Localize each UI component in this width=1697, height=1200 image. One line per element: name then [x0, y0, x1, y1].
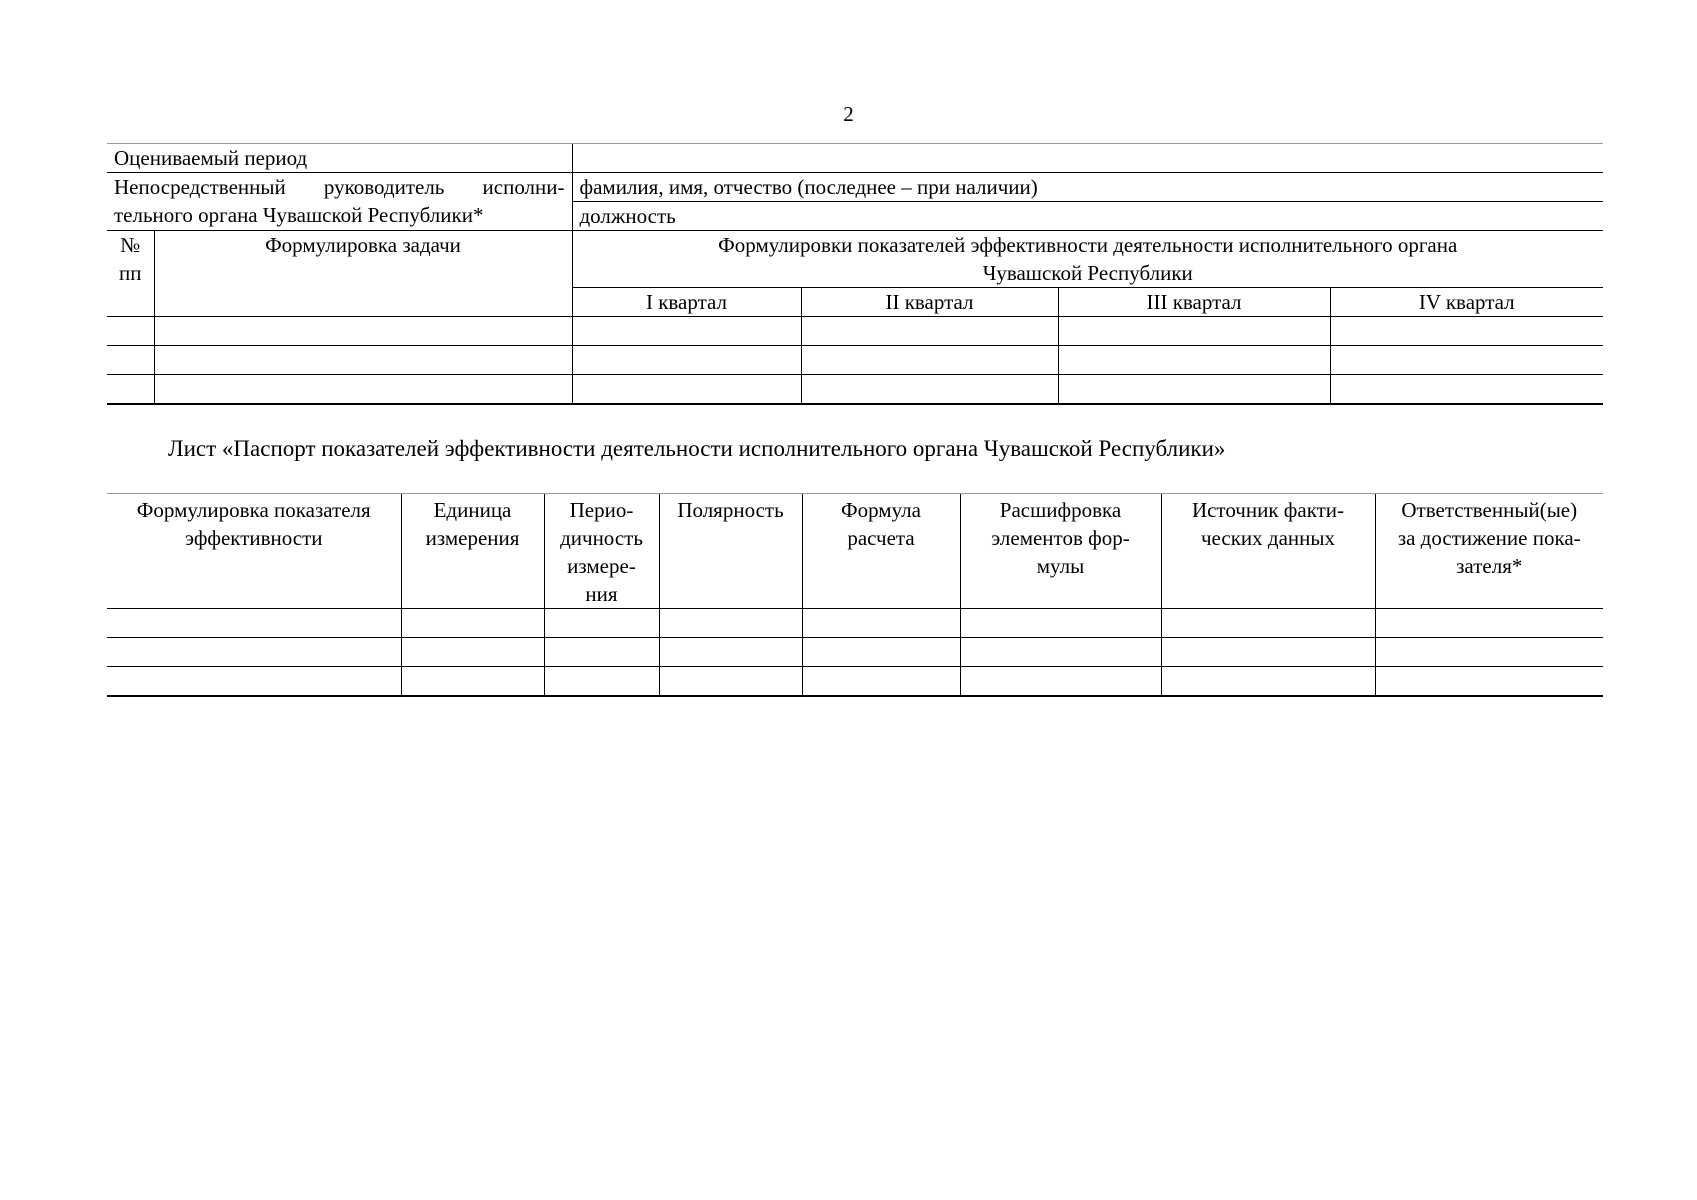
passport-header-cell	[1375, 494, 1603, 609]
quarter-1-header: I квартал	[572, 288, 801, 317]
passport-header-cell	[1161, 494, 1375, 609]
table-row	[107, 346, 1603, 375]
sheet-title: Лист «Паспорт показателей эффективности деятельности исполнительного органа Чувашской Республики»	[168, 436, 1226, 461]
col-task-header: Формулировка задачи	[154, 231, 572, 317]
passport-header-line: зателя*	[1456, 554, 1523, 578]
col-indicators-line1: Формулировки показателей эффективности деятельности исполнительного органа	[718, 233, 1458, 257]
passport-header-line: Единица	[433, 498, 512, 522]
table-cell[interactable]	[572, 317, 801, 346]
table-cell[interactable]	[1058, 346, 1330, 375]
table-cell[interactable]	[1330, 375, 1603, 404]
table-cell[interactable]	[960, 667, 1161, 696]
table-cell[interactable]	[544, 667, 659, 696]
passport-header-cell	[659, 494, 802, 609]
table-cell[interactable]	[1161, 667, 1375, 696]
table-cell[interactable]	[401, 609, 544, 638]
table-cell[interactable]	[544, 638, 659, 667]
table-cell[interactable]	[960, 638, 1161, 667]
table-cell[interactable]	[801, 317, 1058, 346]
passport-header-line: Формула	[841, 498, 921, 522]
table-row	[107, 638, 1603, 667]
table-cell[interactable]	[1375, 638, 1603, 667]
table-cell[interactable]	[802, 638, 960, 667]
table-cell[interactable]	[659, 609, 802, 638]
period-value-field[interactable]	[572, 144, 1603, 173]
table-cell[interactable]	[1330, 317, 1603, 346]
header-row	[107, 231, 1603, 288]
table-cell[interactable]	[401, 667, 544, 696]
table-row	[107, 375, 1603, 404]
col-number-line1: №	[120, 233, 141, 257]
quarter-4-header: IV квартал	[1330, 288, 1603, 317]
passport-header-line: элементов фор-	[991, 526, 1130, 550]
passport-header-line: измере-	[567, 554, 636, 578]
period-label: Оцениваемый период	[107, 144, 572, 173]
table-cell[interactable]	[572, 346, 801, 375]
passport-header-line: дичность	[560, 526, 643, 550]
table-cell[interactable]	[401, 638, 544, 667]
passport-header-line: измерения	[425, 526, 520, 550]
manager-label-line2: тельного органа Чувашской Республики*	[114, 203, 484, 227]
table-row	[107, 609, 1603, 638]
manager-label	[107, 173, 572, 231]
passport-header-line: Ответственный(ые)	[1401, 498, 1578, 522]
passport-header-line: Расшифровка	[999, 498, 1122, 522]
passport-header-line: Полярность	[677, 498, 784, 522]
passport-header-line: расчета	[847, 526, 915, 550]
table-cell[interactable]	[107, 667, 401, 696]
table-cell[interactable]	[154, 346, 572, 375]
table-cell[interactable]	[107, 346, 154, 375]
col-indicators-line2: Чувашской Республики	[982, 261, 1193, 285]
quarter-2-header: II квартал	[801, 288, 1058, 317]
passport-header-line: эффективности	[184, 526, 323, 550]
table-cell[interactable]	[107, 638, 401, 667]
manager-name-field[interactable]: фамилия, имя, отчество (последнее – при наличии)	[572, 173, 1603, 202]
passport-header-cell	[802, 494, 960, 609]
table-cell[interactable]	[1161, 638, 1375, 667]
passport-header-line: Источник факти-	[1191, 498, 1345, 522]
passport-header-cell	[107, 494, 401, 609]
col-number-header	[107, 231, 154, 317]
passport-header-line: Перио-	[569, 498, 634, 522]
table-cell[interactable]	[801, 375, 1058, 404]
table-cell[interactable]	[801, 346, 1058, 375]
table-cell[interactable]	[1058, 375, 1330, 404]
table-cell[interactable]	[960, 609, 1161, 638]
table-cell[interactable]	[802, 609, 960, 638]
table-cell[interactable]	[1058, 317, 1330, 346]
passport-header-line: ческих данных	[1200, 526, 1335, 550]
table-cell[interactable]	[1375, 609, 1603, 638]
table-cell[interactable]	[1161, 609, 1375, 638]
table-cell[interactable]	[1375, 667, 1603, 696]
table-cell[interactable]	[659, 638, 802, 667]
table-cell[interactable]	[107, 609, 401, 638]
table-row	[107, 667, 1603, 696]
passport-header-cell	[960, 494, 1161, 609]
manager-name-row	[107, 173, 1603, 202]
manager-label-line1: Непосредственный руководитель исполни-	[114, 175, 565, 199]
period-row	[107, 144, 1603, 173]
table-cell[interactable]	[107, 317, 154, 346]
evaluation-table	[107, 143, 1603, 405]
table-cell[interactable]	[1330, 346, 1603, 375]
passport-header-cell	[544, 494, 659, 609]
table-cell[interactable]	[154, 317, 572, 346]
quarter-3-header: III квартал	[1058, 288, 1330, 317]
passport-table	[107, 493, 1603, 697]
passport-header-row	[107, 494, 1603, 609]
passport-header-line: Формулировка показателя	[136, 498, 371, 522]
passport-header-line: мулы	[1036, 554, 1085, 578]
table-cell[interactable]	[154, 375, 572, 404]
table-cell[interactable]	[572, 375, 801, 404]
col-number-line2: пп	[119, 261, 142, 285]
table-cell[interactable]	[544, 609, 659, 638]
table-cell[interactable]	[802, 667, 960, 696]
table-cell[interactable]	[107, 375, 154, 404]
manager-position-field[interactable]: должность	[572, 202, 1603, 231]
table-cell[interactable]	[659, 667, 802, 696]
passport-header-cell	[401, 494, 544, 609]
table-row	[107, 317, 1603, 346]
passport-header-line: за достижение пока-	[1397, 526, 1581, 550]
page-number: 2	[843, 102, 854, 126]
col-indicators-header	[572, 231, 1603, 288]
passport-header-line: ния	[585, 582, 618, 606]
